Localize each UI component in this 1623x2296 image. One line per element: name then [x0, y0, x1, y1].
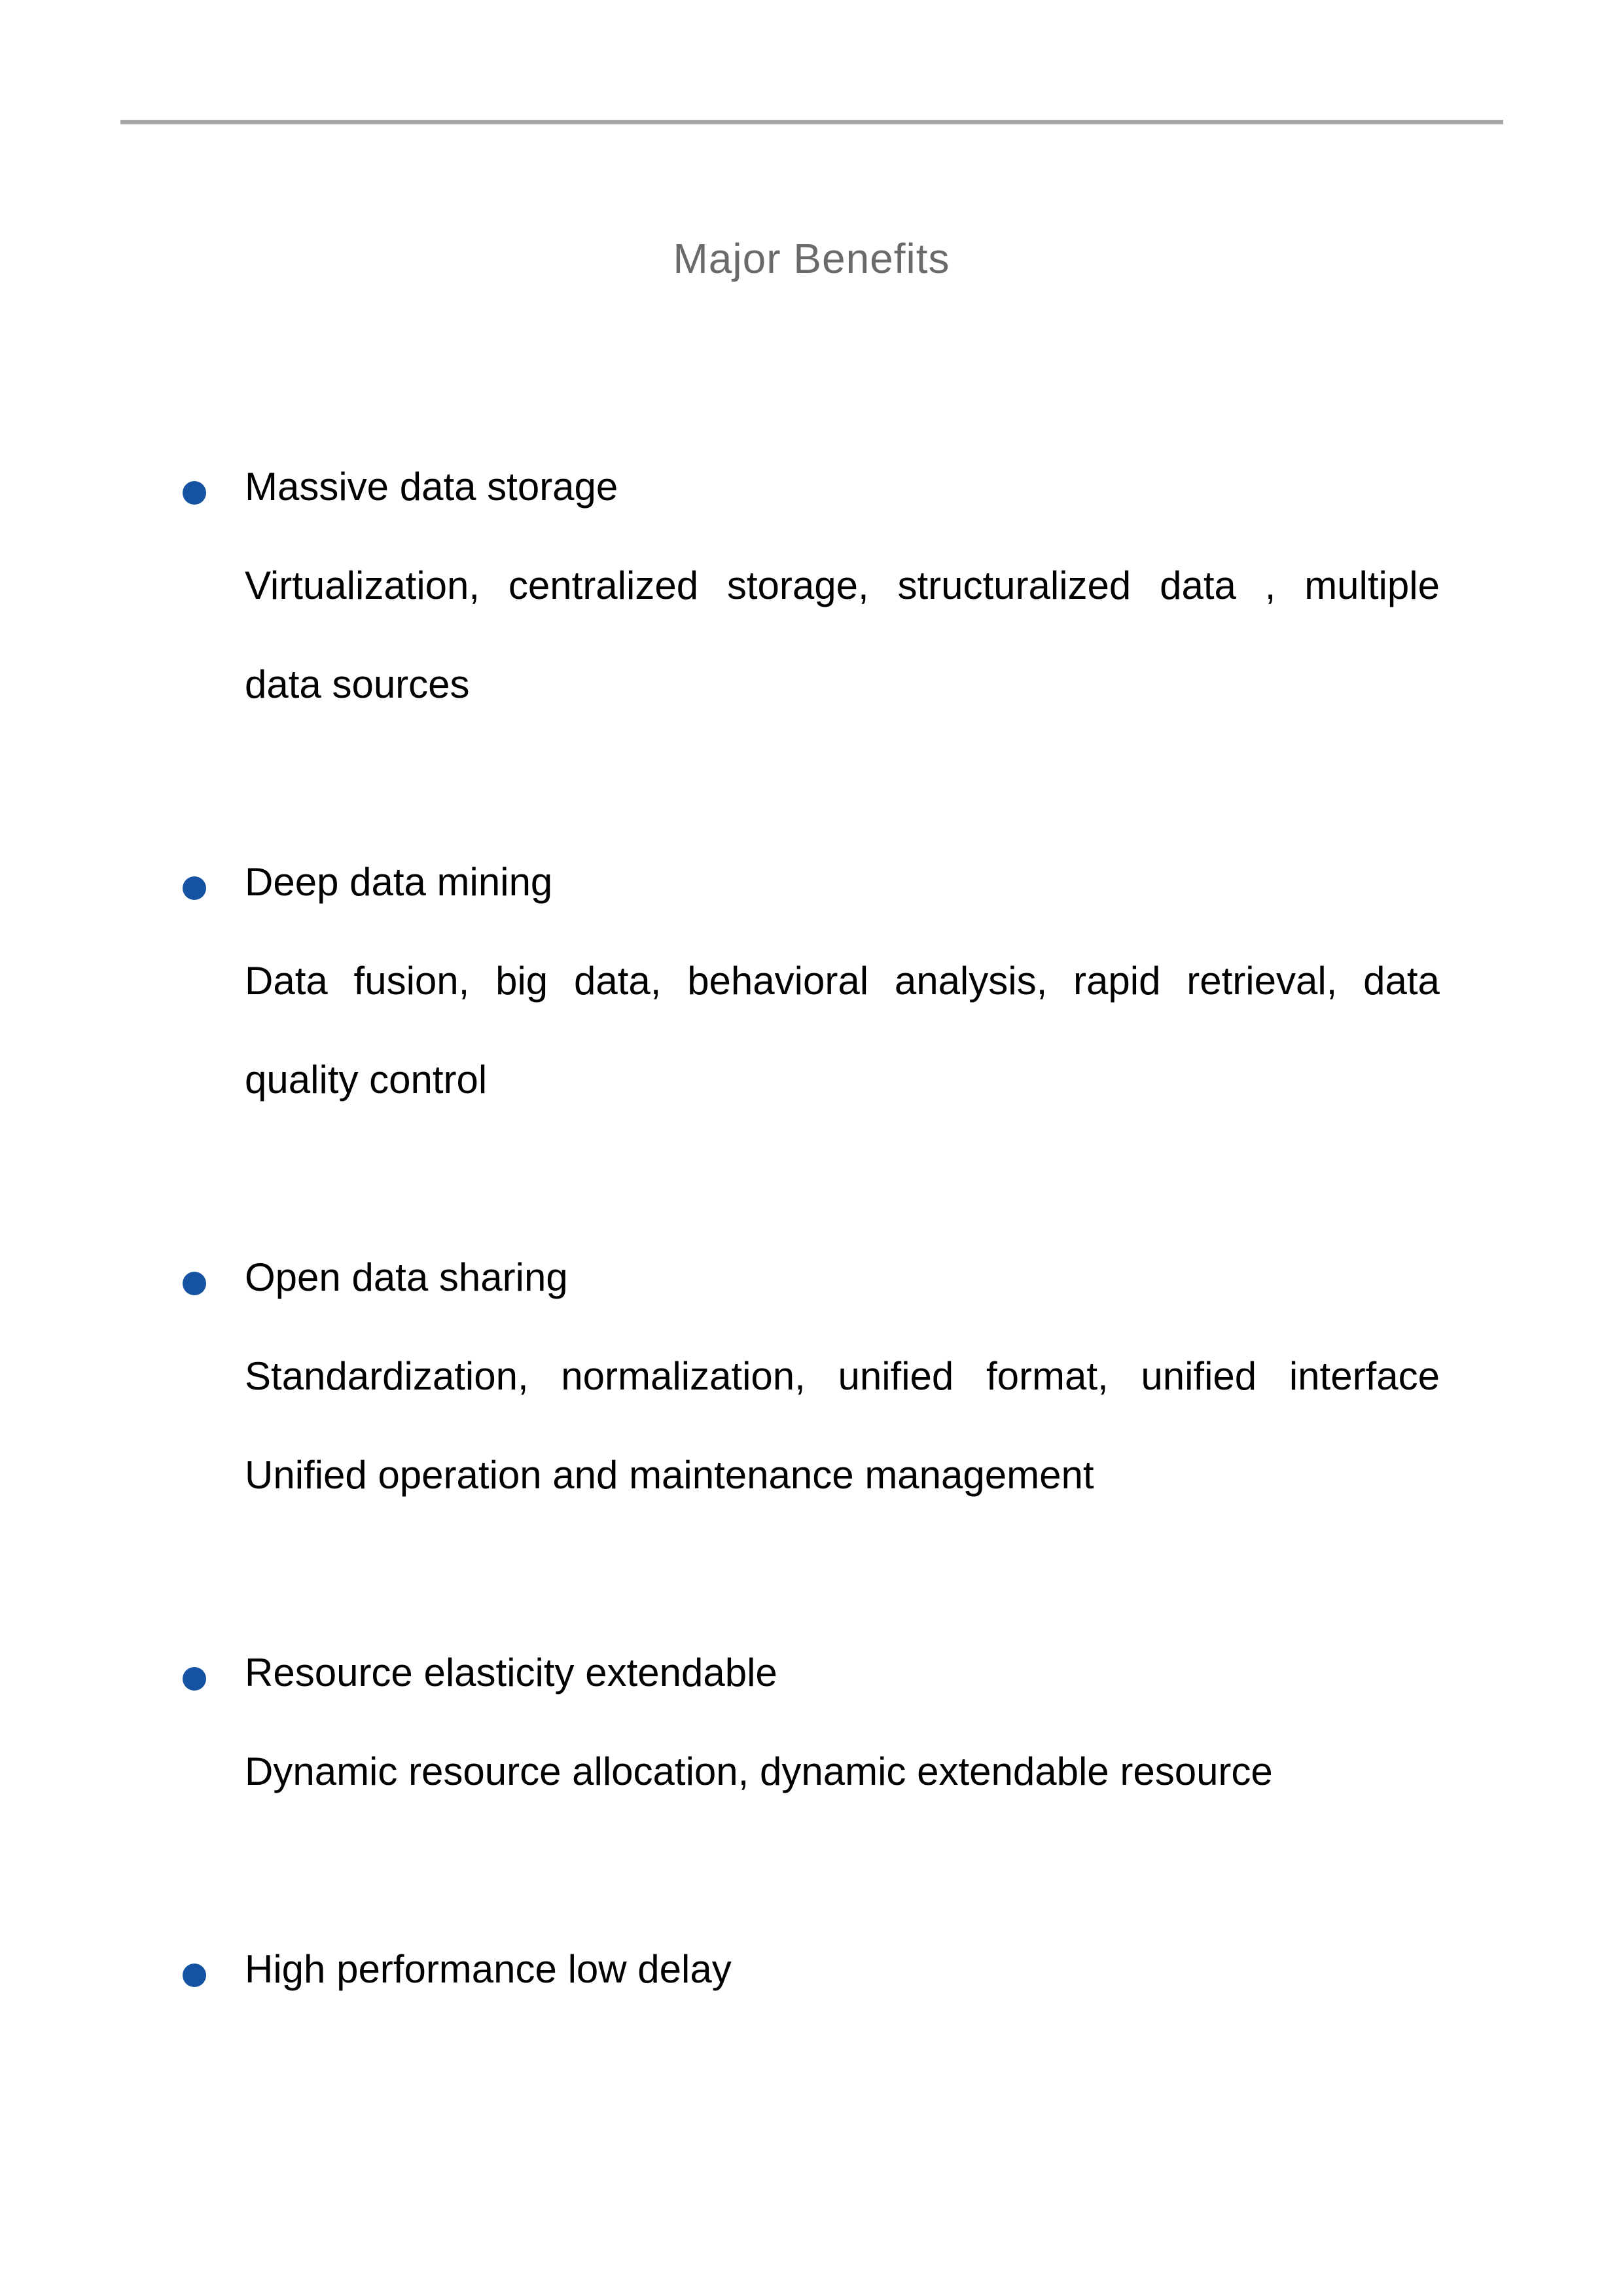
benefit-item	[245, 1920, 1440, 2018]
benefit-line: Dynamic resource allocation, dynamic extendable resource	[245, 1749, 1273, 1793]
benefit-item	[245, 833, 1440, 1129]
benefit-heading-row	[245, 1623, 1440, 1722]
benefit-heading: Open data sharing	[245, 1255, 568, 1299]
benefit-item	[245, 437, 1440, 734]
benefit-line: Unified operation and maintenance management	[245, 1453, 1094, 1497]
top-rule	[120, 120, 1503, 124]
bullet-icon	[183, 1667, 206, 1691]
benefit-line: Data fusion, big data, behavioral analysis, rapid retrieval, data	[245, 959, 1440, 1003]
benefit-line: data sources	[245, 662, 470, 706]
benefit-heading: High performance low delay	[245, 1947, 732, 1991]
bullet-icon	[183, 1272, 206, 1295]
benefit-heading: Deep data mining	[245, 860, 553, 904]
benefit-line: Standardization, normalization, unified format, unified interface	[245, 1354, 1440, 1398]
benefits-list	[245, 437, 1440, 2117]
page-title: Major Benefits	[673, 235, 950, 282]
benefit-heading-row	[245, 833, 1440, 931]
benefit-heading-row	[245, 1228, 1440, 1327]
bullet-icon	[183, 876, 206, 900]
benefit-line: quality control	[245, 1058, 488, 1102]
benefit-heading: Massive data storage	[245, 465, 618, 509]
benefit-line: Virtualization, centralized storage, structuralized data , multiple	[245, 564, 1440, 607]
bullet-icon	[183, 481, 206, 505]
benefit-heading-row	[245, 1920, 1440, 2018]
benefit-heading-row	[245, 437, 1440, 536]
benefit-item	[245, 1623, 1440, 1821]
bullet-icon	[183, 1964, 206, 1987]
benefit-item	[245, 1228, 1440, 1524]
benefit-heading: Resource elasticity extendable	[245, 1651, 777, 1695]
